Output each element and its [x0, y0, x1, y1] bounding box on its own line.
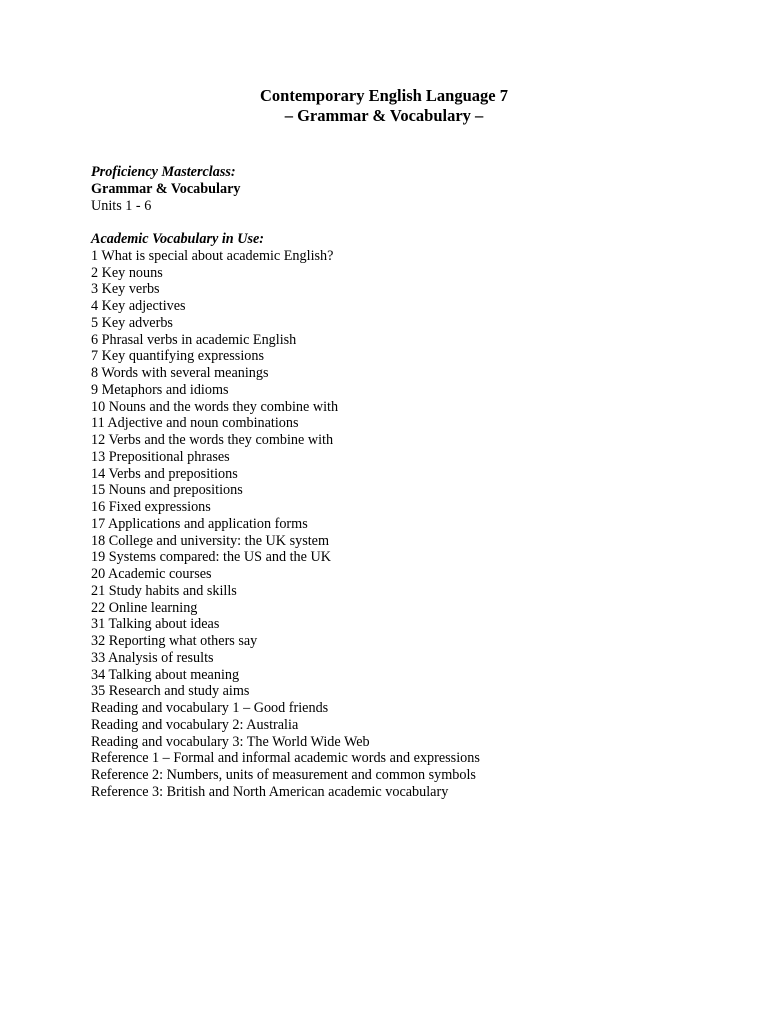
list-item: 14 Verbs and prepositions: [91, 465, 238, 482]
document-body: [91, 164, 711, 801]
list-item: 3 Key verbs: [91, 281, 160, 298]
list-item: 5 Key adverbs: [91, 314, 173, 331]
list-item: 31 Talking about ideas: [91, 616, 220, 633]
document-title: [0, 86, 768, 126]
units-range: Units 1 - 6: [91, 197, 152, 214]
section-heading-proficiency: Proficiency Masterclass:: [91, 164, 236, 180]
list-item: 35 Research and study aims: [91, 683, 250, 700]
list-item: 22 Online learning: [91, 599, 198, 616]
list-item: Reading and vocabulary 3: The World Wide Web: [91, 733, 370, 750]
list-item: Reference 2: Numbers, units of measurement and common symbols: [91, 767, 476, 784]
list-item: 1 What is special about academic English?: [91, 247, 334, 264]
list-item: 4 Key adjectives: [91, 298, 186, 315]
list-item: 34 Talking about meaning: [91, 666, 240, 683]
list-item: 7 Key quantifying expressions: [91, 348, 264, 365]
list-item: 11 Adjective and noun combinations: [91, 415, 299, 432]
list-item: Reading and vocabulary 1 – Good friends: [91, 700, 329, 717]
list-item: 6 Phrasal verbs in academic English: [91, 331, 297, 348]
list-item: Reference 3: British and North American academic vocabulary: [91, 783, 449, 800]
list-item: Reading and vocabulary 2: Australia: [91, 716, 299, 733]
list-item: 17 Applications and application forms: [91, 515, 308, 532]
list-item: 9 Metaphors and idioms: [91, 381, 229, 398]
list-item: 12 Verbs and the words they combine with: [91, 432, 334, 449]
list-item: 15 Nouns and prepositions: [91, 482, 243, 499]
section-subheading-grammar: Grammar & Vocabulary: [91, 180, 241, 197]
list-item: 13 Prepositional phrases: [91, 448, 230, 465]
list-item: 2 Key nouns: [91, 264, 163, 281]
list-item: 16 Fixed expressions: [91, 499, 211, 516]
section-heading-academic-vocabulary: Academic Vocabulary in Use:: [91, 230, 264, 247]
list-item: 32 Reporting what others say: [91, 633, 258, 650]
title-line-2: – Grammar & Vocabulary –: [284, 106, 484, 125]
list-item: 10 Nouns and the words they combine with: [91, 398, 339, 415]
paragraph-gap: [91, 214, 711, 231]
list-item: 19 Systems compared: the US and the UK: [91, 549, 331, 566]
list-item: 21 Study habits and skills: [91, 582, 237, 599]
list-item: 8 Words with several meanings: [91, 365, 269, 382]
list-item: 20 Academic courses: [91, 566, 212, 583]
list-item: Reference 1 – Formal and informal academic words and expressions: [91, 750, 480, 767]
title-line-1: Contemporary English Language 7: [260, 86, 508, 105]
list-item: 33 Analysis of results: [91, 649, 214, 666]
contents-list: [91, 248, 711, 801]
list-item: 18 College and university: the UK system: [91, 532, 330, 549]
